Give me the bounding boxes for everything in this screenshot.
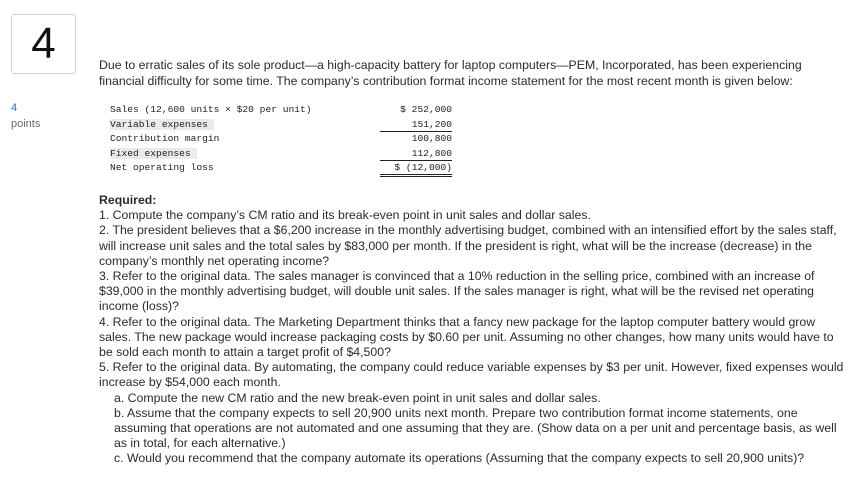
- statement-value: $ 252,000: [400, 104, 452, 115]
- required-section: [99, 193, 844, 467]
- statement-value: $ (12,000): [380, 162, 452, 177]
- statement-label: Sales (12,600 units × $20 per unit): [110, 104, 312, 115]
- statement-label: Contribution margin: [110, 133, 220, 145]
- income-statement: [110, 103, 452, 176]
- required-item-3: 3. Refer to the original data. The sales manager is convinced that a 10% reduction in the selling price, combined with an increase of $39,000 in the monthly advertising budget, will double unit sales. If the sales manager is right, what will be the revised net operating income (loss)?: [99, 269, 815, 314]
- statement-row-sales: [110, 103, 452, 118]
- question-intro: Due to erratic sales of its sole product—a high-capacity battery for laptop computers—PEM, Incorporated, has been experiencing financial difficulty for some time. The company’s contribution format income statement for the most recent month is given below:: [99, 58, 802, 88]
- required-subitem-b: b. Assume that the company expects to sell 20,900 units next month. Prepare two contribution format income statements, one assuming that operations are not automated and one assuming that they are. (Show data on a per unit and percentage basis, as well as in total, for each alternative.): [114, 405, 837, 451]
- question-number-box: [11, 14, 76, 74]
- statement-label: Variable expenses: [110, 119, 214, 130]
- points-value: 4: [11, 102, 18, 114]
- statement-row-net-operating-loss: [110, 161, 452, 176]
- points-label: points: [11, 118, 41, 130]
- question-number: 4: [31, 19, 56, 68]
- statement-row-contribution-margin: [110, 132, 452, 147]
- statement-label: Fixed expenses: [110, 148, 197, 159]
- statement-label: Net operating loss: [110, 162, 214, 174]
- statement-value: 151,200: [380, 119, 452, 132]
- required-item-2: 2. The president believes that a $6,200 increase in the monthly advertising budget, combined with an intensified effort by the sales staff, will increase unit sales and the total sales by $83,000 per month. If the president is right, what will be the increase (decrease) in the company’s monthly net operating income?: [99, 223, 837, 268]
- statement-row-variable-expenses: [110, 118, 452, 133]
- statement-value: 100,800: [411, 133, 452, 145]
- required-title: Required:: [99, 193, 157, 207]
- required-subitem-a: a. Compute the new CM ratio and the new break-even point in unit sales and dollar sales.: [114, 390, 601, 405]
- statement-row-fixed-expenses: [110, 147, 452, 162]
- required-item-4: 4. Refer to the original data. The Marketing Department thinks that a fancy new package for the laptop computer battery would grow sales. The new package would increase packaging costs by $0.60 per unit. Assuming no other changes, how many units would have to be sold each month to attain a target profit of $4,500?: [99, 314, 834, 360]
- required-subitem-c: c. Would you recommend that the company automate its operations (Assuming that the company expects to sell 20,900 units)?: [114, 451, 805, 466]
- required-item-5: 5. Refer to the original data. By automating, the company could reduce variable expenses by $3 per unit. However, fixed expenses would increase by $54,000 each month.: [99, 360, 844, 390]
- statement-value: 112,800: [380, 148, 452, 161]
- required-item-1: 1. Compute the company’s CM ratio and its break-even point in unit sales and dollar sales.: [99, 208, 591, 223]
